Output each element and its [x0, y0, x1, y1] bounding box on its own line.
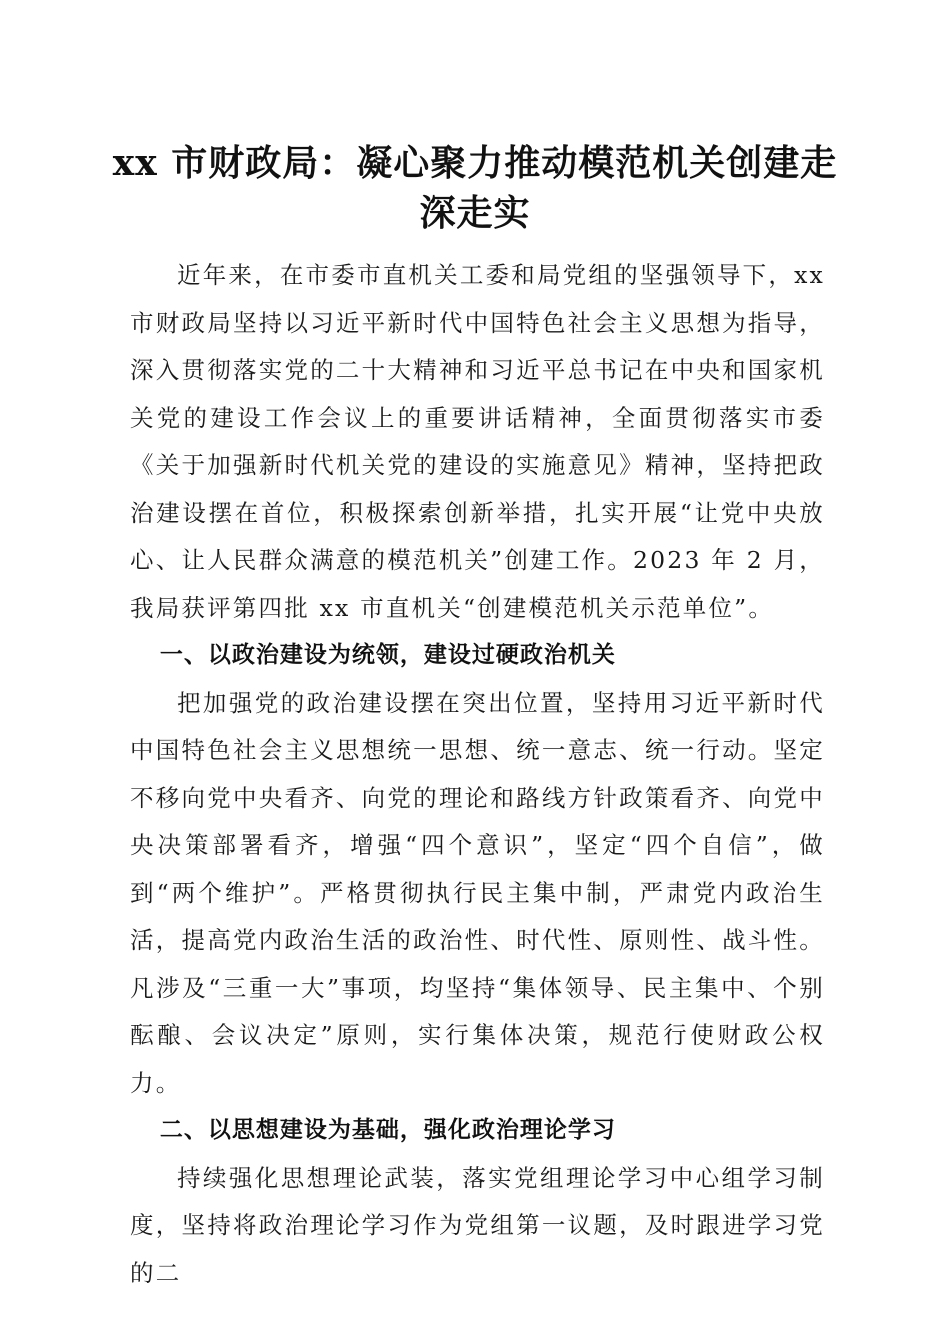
document-body [130, 252, 825, 1297]
document-title: xx 市财政局：凝心聚力推动模范机关创建走深走实 [112, 142, 838, 234]
section-1-heading: 一、以政治建设为统领，建设过硬政治机关 [159, 642, 616, 668]
section-1-paragraph: 把加强党的政治建设摆在突出位置，坚持用习近平新时代中国特色社会主义思想统一思想、统一意志、统一行动。坚定不移向党中央看齐、向党的理论和路线方针政策看齐、向党中央决策部署看齐，增强“四个意识”，坚定“四个自信”，做到“两个维护”。严格贯彻执行民主集中制，严肃党内政治生活，提高党内政治生活的政治性、时代性、原则性、战斗性。凡涉及“三重一大”事项，均坚持“集体领导、民主集中、个别酝酿、会议决定”原则，实行集体决策，规范行使财政公权力。 [130, 688, 825, 1097]
section-2-paragraph: 持续强化思想理论武装，落实党组理论学习中心组学习制度，坚持将政治理论学习作为党组第一议题，及时跟进学习党的二 [130, 1163, 825, 1287]
intro-paragraph: 近年来，在市委市直机关工委和局党组的坚强领导下，xx 市财政局坚持以习近平新时代中国特色社会主义思想为指导，深入贯彻落实党的二十大精神和习近平总书记在中央和国家机关党的建设工作会议上的重要讲话精神，全面贯彻落实市委《关于加强新时代机关党的建设的实施意见》精神，坚持把政治建设摆在首位，积极探索创新举措，扎实开展“让党中央放心、让人民群众满意的模范机关”创建工作。2023 年 2 月，我局获评第四批 xx 市直机关“创建模范机关示范单位”。 [130, 261, 825, 622]
section-2-heading: 二、以思想建设为基础，强化政治理论学习 [159, 1117, 616, 1143]
